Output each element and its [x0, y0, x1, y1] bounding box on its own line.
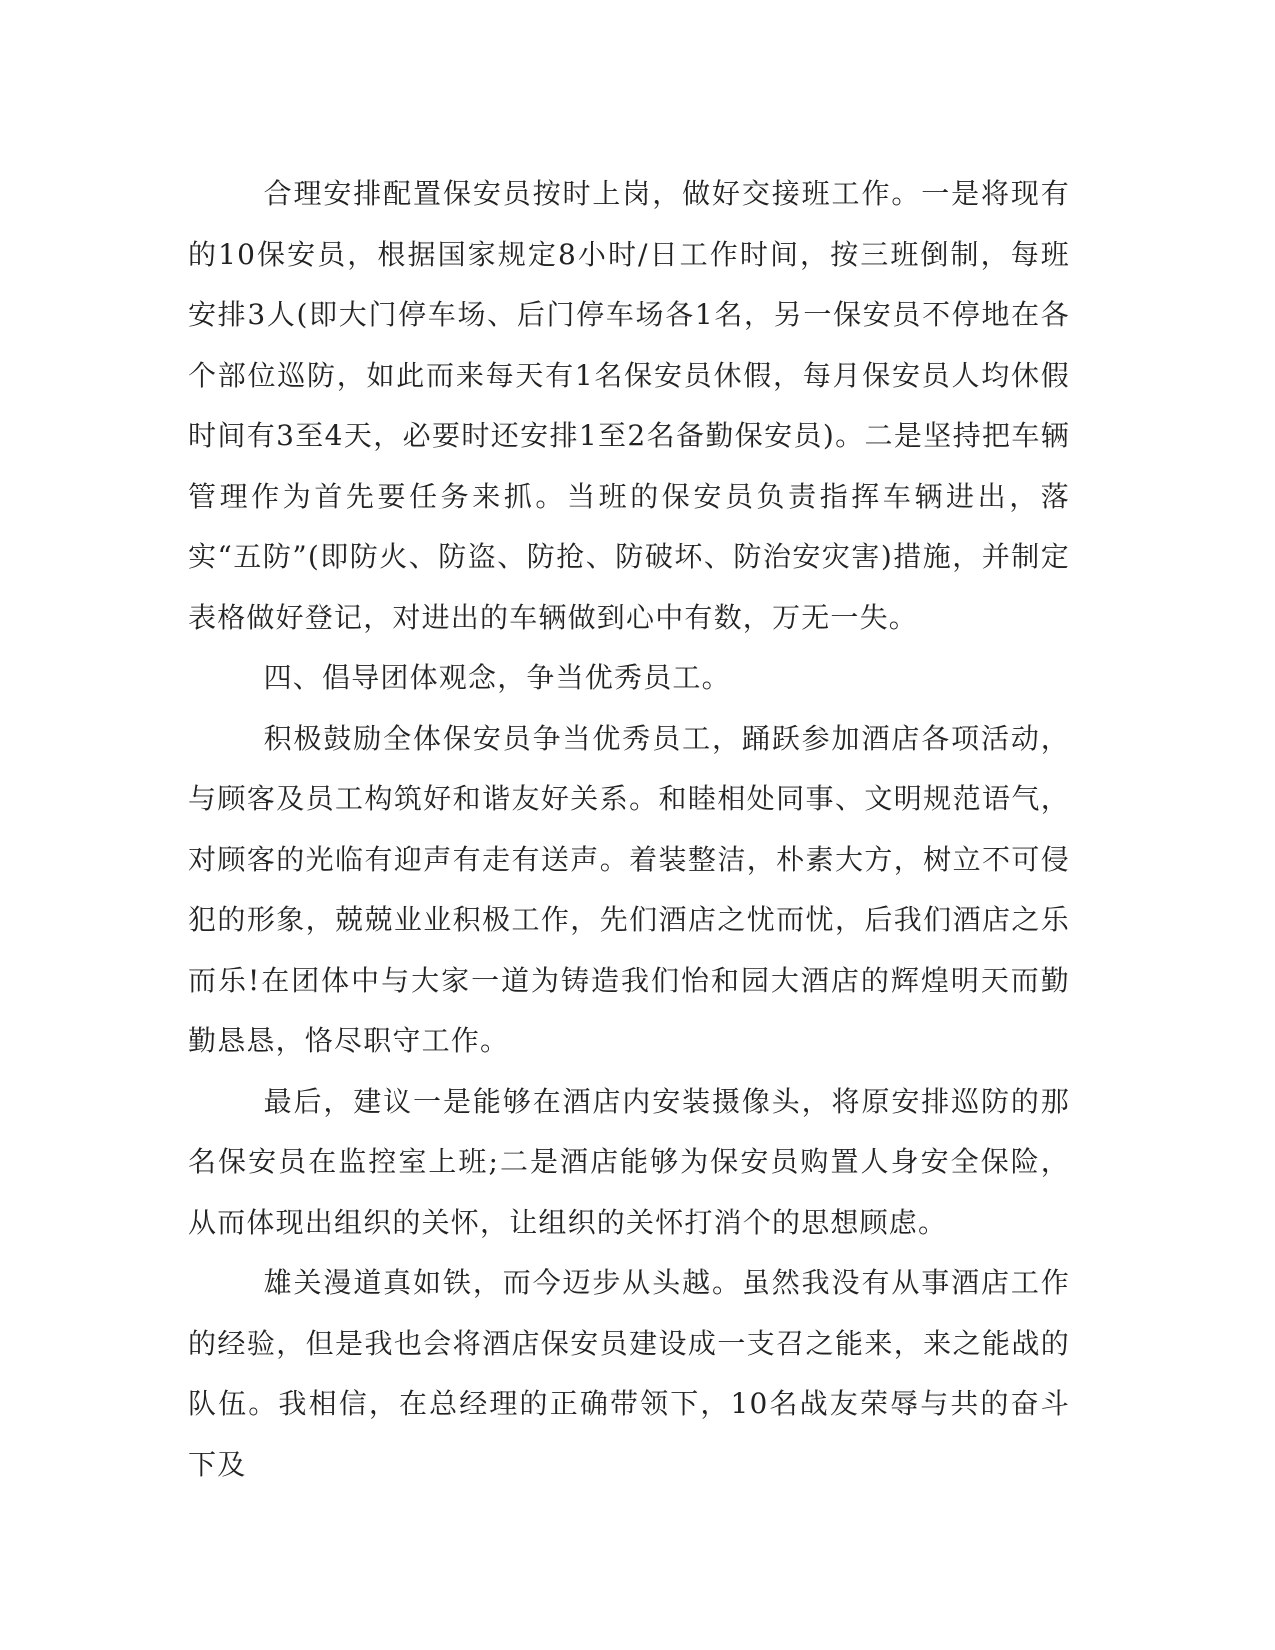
paragraph-excellent-staff: 积极鼓励全体保安员争当优秀员工，踊跃参加酒店各项活动，与顾客及员工构筑好和谐友好关系。和睦相处同事、文明规范语气，对顾客的光临有迎声有走有送声。着装整洁，朴素大方，树立不可侵犯的形象，兢兢业业积极工作，先们酒店之忧而忧，后我们酒店之乐而乐!在团体中与大家一道为铸造我们怡和园大酒店的辉煌明天而勤勤恳恳，恪尽职守工作。: [188, 721, 1070, 1057]
body-text: [188, 164, 1070, 1495]
section-heading-teamwork: 四、倡导团体观念，争当优秀员工。: [263, 661, 731, 694]
paragraph-suggestions: 最后，建议一是能够在酒店内安装摄像头，将原安排巡防的那名保安员在监控室上班;二是酒店能够为保安员购置人身安全保险，从而体现出组织的关怀，让组织的关怀打消个的思想顾虑。: [188, 1084, 1070, 1239]
paragraph-closing: 雄关漫道真如铁，而今迈步从头越。虽然我没有从事酒店工作的经验，但是我也会将酒店保安员建设成一支召之能来，来之能战的队伍。我相信，在总经理的正确带领下，10名战友荣辱与共的奋斗下及: [188, 1266, 1070, 1481]
paragraph-shift-arrangement: 合理安排配置保安员按时上岗，做好交接班工作。一是将现有的10保安员，根据国家规定8小时/日工作时间，按三班倒制，每班安排3人(即大门停车场、后门停车场各1名，另一保安员不停地在各个部位巡防，如此而来每天有1名保安员休假，每月保安员人均休假时间有3至4天，必要时还安排1至2名备勤保安员)。二是坚持把车辆管理作为首先要任务来抓。当班的保安员负责指挥车辆进出，落实“五防”(即防火、防盗、防抢、防破坏、防治安灾害)措施，并制定表格做好登记，对进出的车辆做到心中有数，万无一失。: [188, 177, 1070, 634]
